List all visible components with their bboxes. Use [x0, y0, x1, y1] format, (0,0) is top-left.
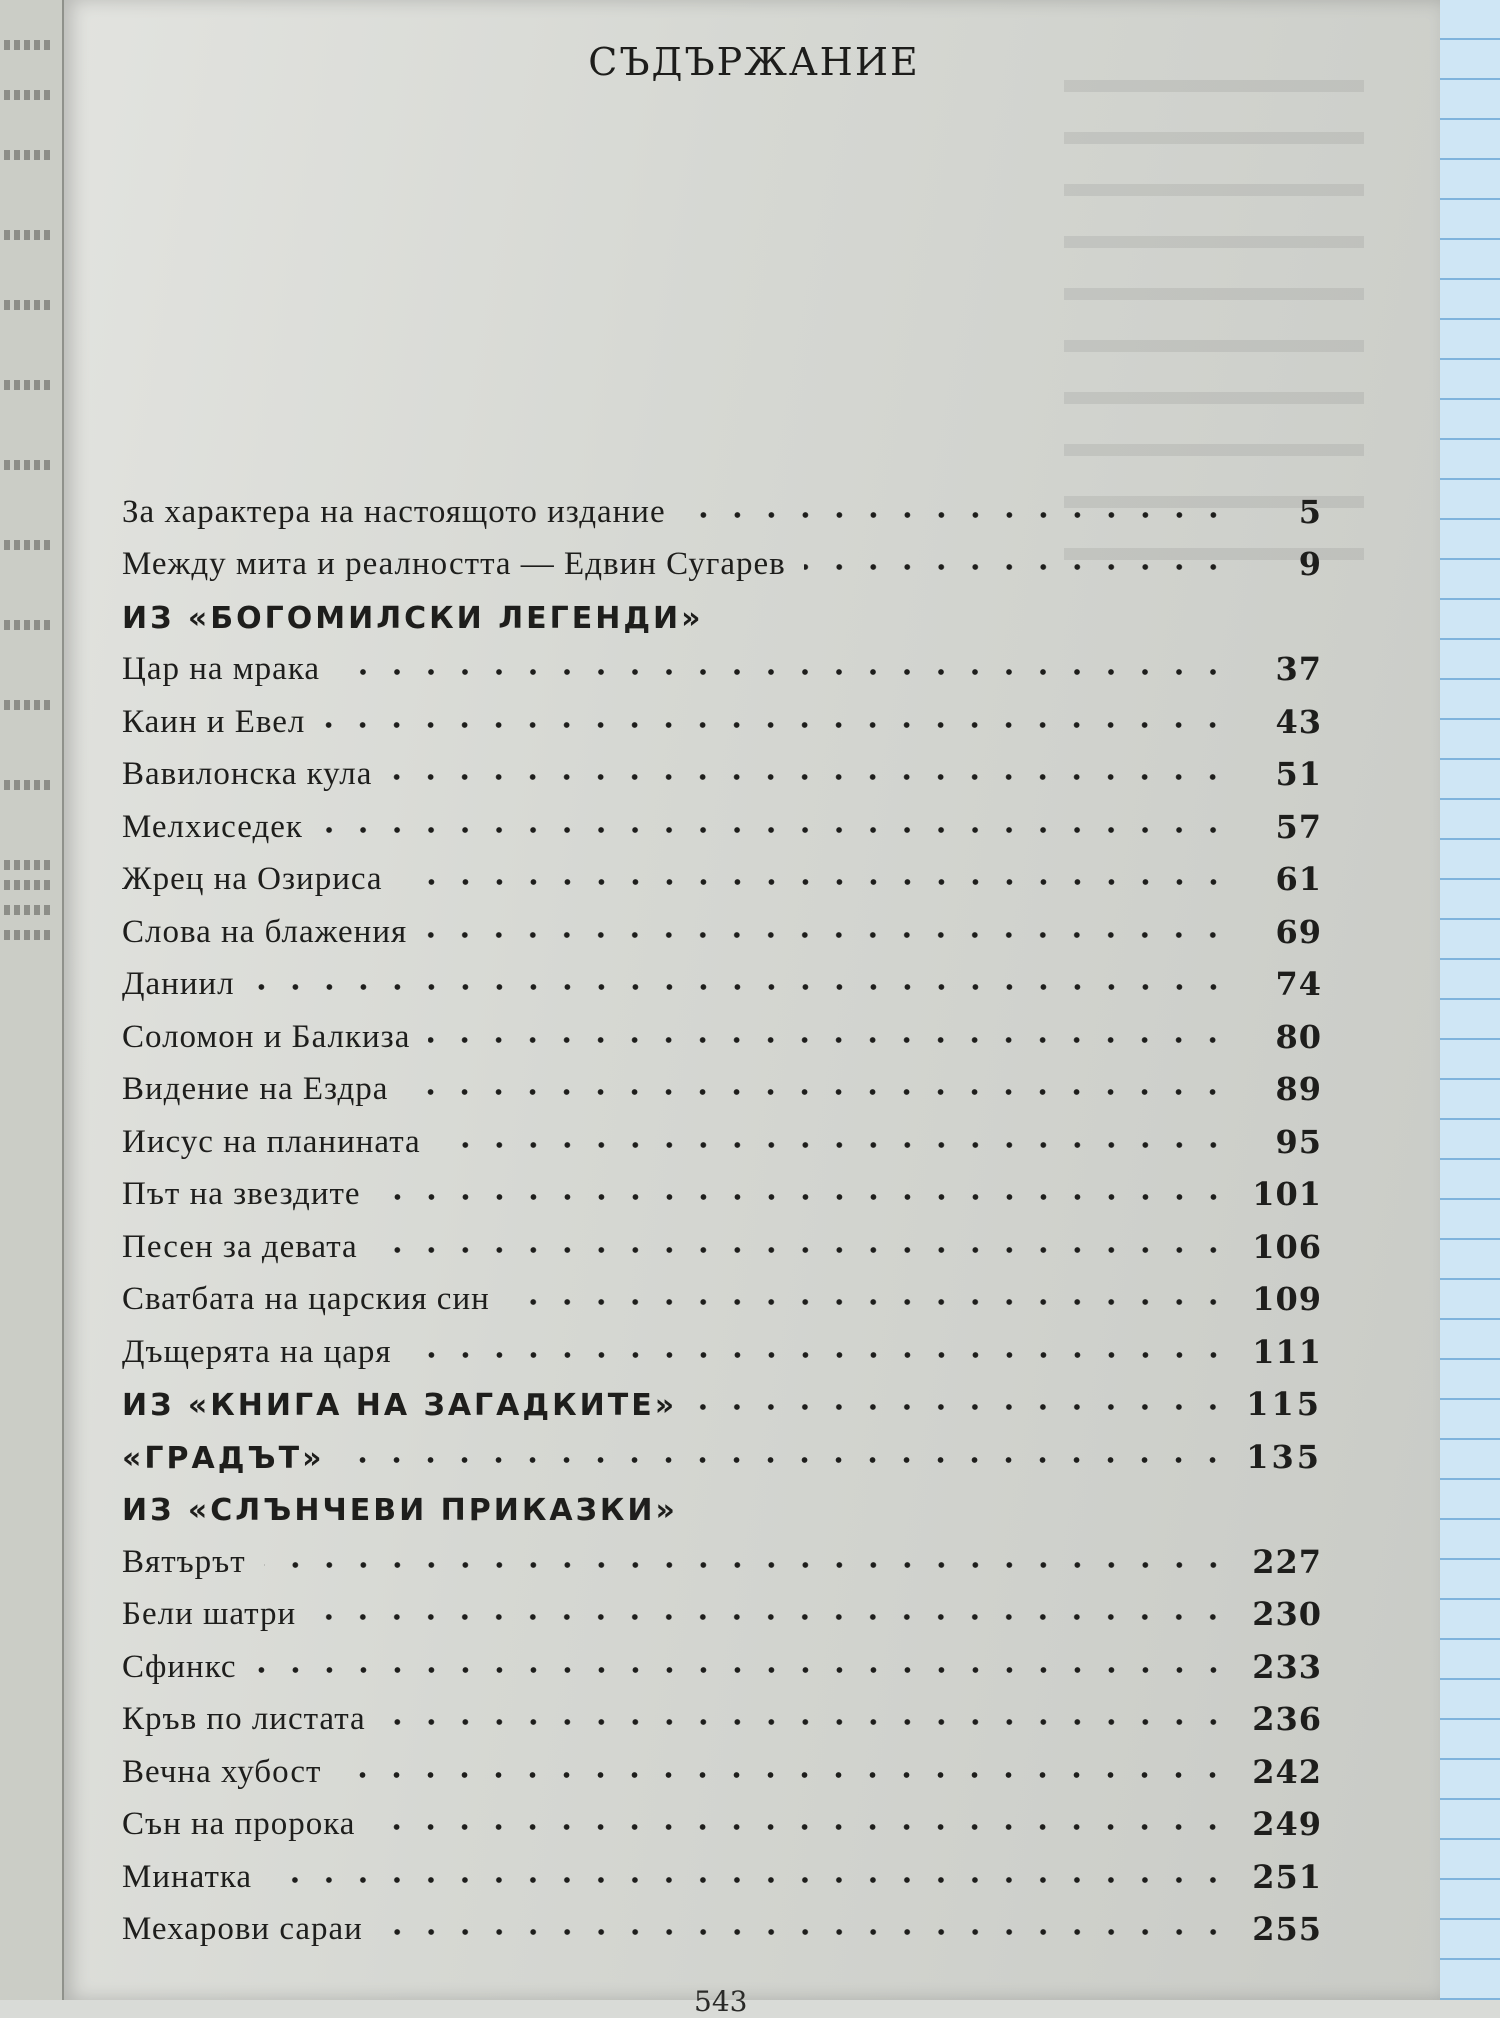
toc-page-number: 233 [1252, 1647, 1322, 1686]
dot-leader [264, 1555, 1230, 1575]
toc-page-number: 89 [1275, 1070, 1322, 1108]
toc-entry [122, 1791, 1322, 1844]
toc-entry-title: Каин и Евел [122, 703, 306, 740]
toc-entry [122, 1003, 1322, 1056]
dot-leader [373, 1817, 1230, 1837]
dot-leader [684, 505, 1230, 525]
toc-entry [122, 1161, 1322, 1214]
toc-entry-title: Минатка [122, 1858, 253, 1895]
toc-entry-title: Видение на Ездра [122, 1071, 389, 1107]
toc-entry [122, 1843, 1322, 1896]
toc-entry [122, 1056, 1322, 1109]
toc-page-number: 255 [1252, 1910, 1322, 1948]
page-number: 543 [694, 1985, 748, 2018]
page-title: СЪДЪРЖАНИЕ [588, 40, 920, 84]
dot-leader [406, 1082, 1230, 1102]
toc-entry-title: Цар на мрака [122, 651, 320, 687]
toc-entry [122, 793, 1322, 846]
toc-entry-title: Соломон и Балкиза [122, 1018, 411, 1055]
toc-entry-title: ИЗ «КНИГА НА ЗАГАДКИТЕ» [122, 1388, 678, 1423]
toc-entry-title: Бели шатри [122, 1596, 297, 1632]
dot-leader [410, 1345, 1230, 1365]
dot-leader [379, 1187, 1230, 1207]
toc-entry-title: Вечна хубост [122, 1753, 322, 1790]
toc-page-number: 109 [1252, 1280, 1322, 1318]
dot-leader [321, 820, 1230, 840]
toc-entry [122, 1266, 1322, 1319]
toc-entry [122, 1633, 1322, 1686]
dot-leader [342, 1450, 1230, 1470]
dot-leader [695, 1397, 1230, 1417]
toc-page-number: 95 [1275, 1122, 1322, 1161]
toc-entry-title: Вавилонска кула [122, 756, 373, 792]
notebook-background [1440, 0, 1500, 2000]
toc-entry [122, 1213, 1322, 1266]
dot-leader [425, 925, 1230, 945]
toc-entry [122, 1528, 1322, 1581]
adjacent-page-edge [0, 0, 65, 2000]
toc-page-number: 51 [1275, 755, 1322, 793]
toc-page-number: 236 [1252, 1700, 1322, 1738]
toc-section-heading [122, 1423, 1322, 1476]
toc-page-number: 101 [1252, 1175, 1322, 1213]
toc-section-heading [122, 1371, 1322, 1424]
toc-entry [122, 951, 1322, 1004]
toc-page-number: 135 [1246, 1437, 1322, 1476]
book-page [64, 0, 1440, 2018]
toc-entry [122, 1581, 1322, 1634]
toc-entry-title: Слова на блажения [122, 913, 408, 950]
toc-page-number: 111 [1252, 1332, 1322, 1371]
toc-entry-title: Иисус на планината [122, 1123, 421, 1160]
dot-leader [428, 1030, 1230, 1050]
dot-leader [390, 767, 1230, 787]
toc-entry-title: Кръв по листата [122, 1701, 366, 1737]
toc-page-number: 57 [1275, 807, 1322, 846]
toc-entry-title: Мелхиседек [122, 808, 303, 845]
toc-page-number: 251 [1252, 1857, 1322, 1896]
toc-entry [122, 1318, 1322, 1371]
toc-page-number: 69 [1275, 912, 1322, 951]
dot-leader [314, 1607, 1230, 1627]
dot-leader [401, 872, 1230, 892]
toc-entry [122, 1738, 1322, 1791]
toc-page-number: 227 [1252, 1542, 1322, 1581]
dot-leader [323, 715, 1230, 735]
dot-leader [339, 1765, 1230, 1785]
toc-entry [122, 478, 1322, 531]
toc-page-number: 80 [1275, 1017, 1322, 1056]
toc-page-number: 61 [1275, 860, 1322, 898]
toc-entry-title: ИЗ «БОГОМИЛСКИ ЛЕГЕНДИ» [122, 600, 704, 636]
toc-entry [122, 688, 1322, 741]
dot-leader [255, 1660, 1230, 1680]
toc-page-number: 5 [1298, 492, 1322, 531]
toc-page-number: 74 [1275, 965, 1322, 1003]
toc-page-number: 242 [1252, 1752, 1322, 1791]
toc-entry-title: ИЗ «СЛЪНЧЕВИ ПРИКАЗКИ» [122, 1493, 678, 1528]
toc-page-number: 106 [1252, 1227, 1322, 1266]
toc-page-number: 43 [1275, 702, 1322, 741]
toc-section-heading [122, 1476, 1322, 1529]
toc-entry [122, 898, 1322, 951]
dot-leader [253, 977, 1230, 997]
dot-leader [439, 1135, 1230, 1155]
toc-entry-title: Дъщерята на царя [122, 1333, 392, 1370]
toc-page-number: 37 [1275, 650, 1322, 688]
toc-entry-title: Мехарови сараи [122, 1911, 363, 1947]
toc-page-number: 230 [1252, 1595, 1322, 1633]
toc-entry-title: Жрец на Озириса [122, 861, 383, 897]
toc-entry-title: Даниил [122, 966, 235, 1002]
toc-entry-title: Сватбата на царския син [122, 1281, 490, 1317]
toc-page-number: 249 [1252, 1805, 1322, 1843]
toc-page-number: 9 [1298, 545, 1322, 583]
toc-entry [122, 741, 1322, 794]
toc-page-number: 115 [1246, 1385, 1322, 1423]
dot-leader [381, 1922, 1230, 1942]
toc-entry-title: Вятърът [122, 1543, 246, 1580]
toc-entry-title: Сфинкс [122, 1648, 237, 1685]
toc-section-heading [122, 583, 1322, 636]
dot-leader [508, 1292, 1230, 1312]
dot-leader [338, 662, 1230, 682]
toc-entry [122, 636, 1322, 689]
toc-entry-title: Между мита и реалността — Едвин Сугарев [122, 546, 786, 582]
toc-entry [122, 846, 1322, 899]
toc-entry [122, 1686, 1322, 1739]
toc-entry-title: Път на звездите [122, 1176, 361, 1212]
toc-entry-title: За характера на настоящото издание [122, 493, 666, 530]
table-of-contents [122, 478, 1322, 1948]
toc-entry-title: Песен за девата [122, 1228, 358, 1265]
toc-entry-title: «ГРАДЪТ» [122, 1440, 325, 1476]
toc-entry-title: Сън на пророка [122, 1806, 356, 1842]
toc-entry [122, 1108, 1322, 1161]
toc-entry [122, 1896, 1322, 1949]
dot-leader [270, 1870, 1230, 1890]
dot-leader [384, 1712, 1230, 1732]
dot-leader [376, 1240, 1230, 1260]
dot-leader [804, 557, 1230, 577]
toc-entry [122, 531, 1322, 584]
